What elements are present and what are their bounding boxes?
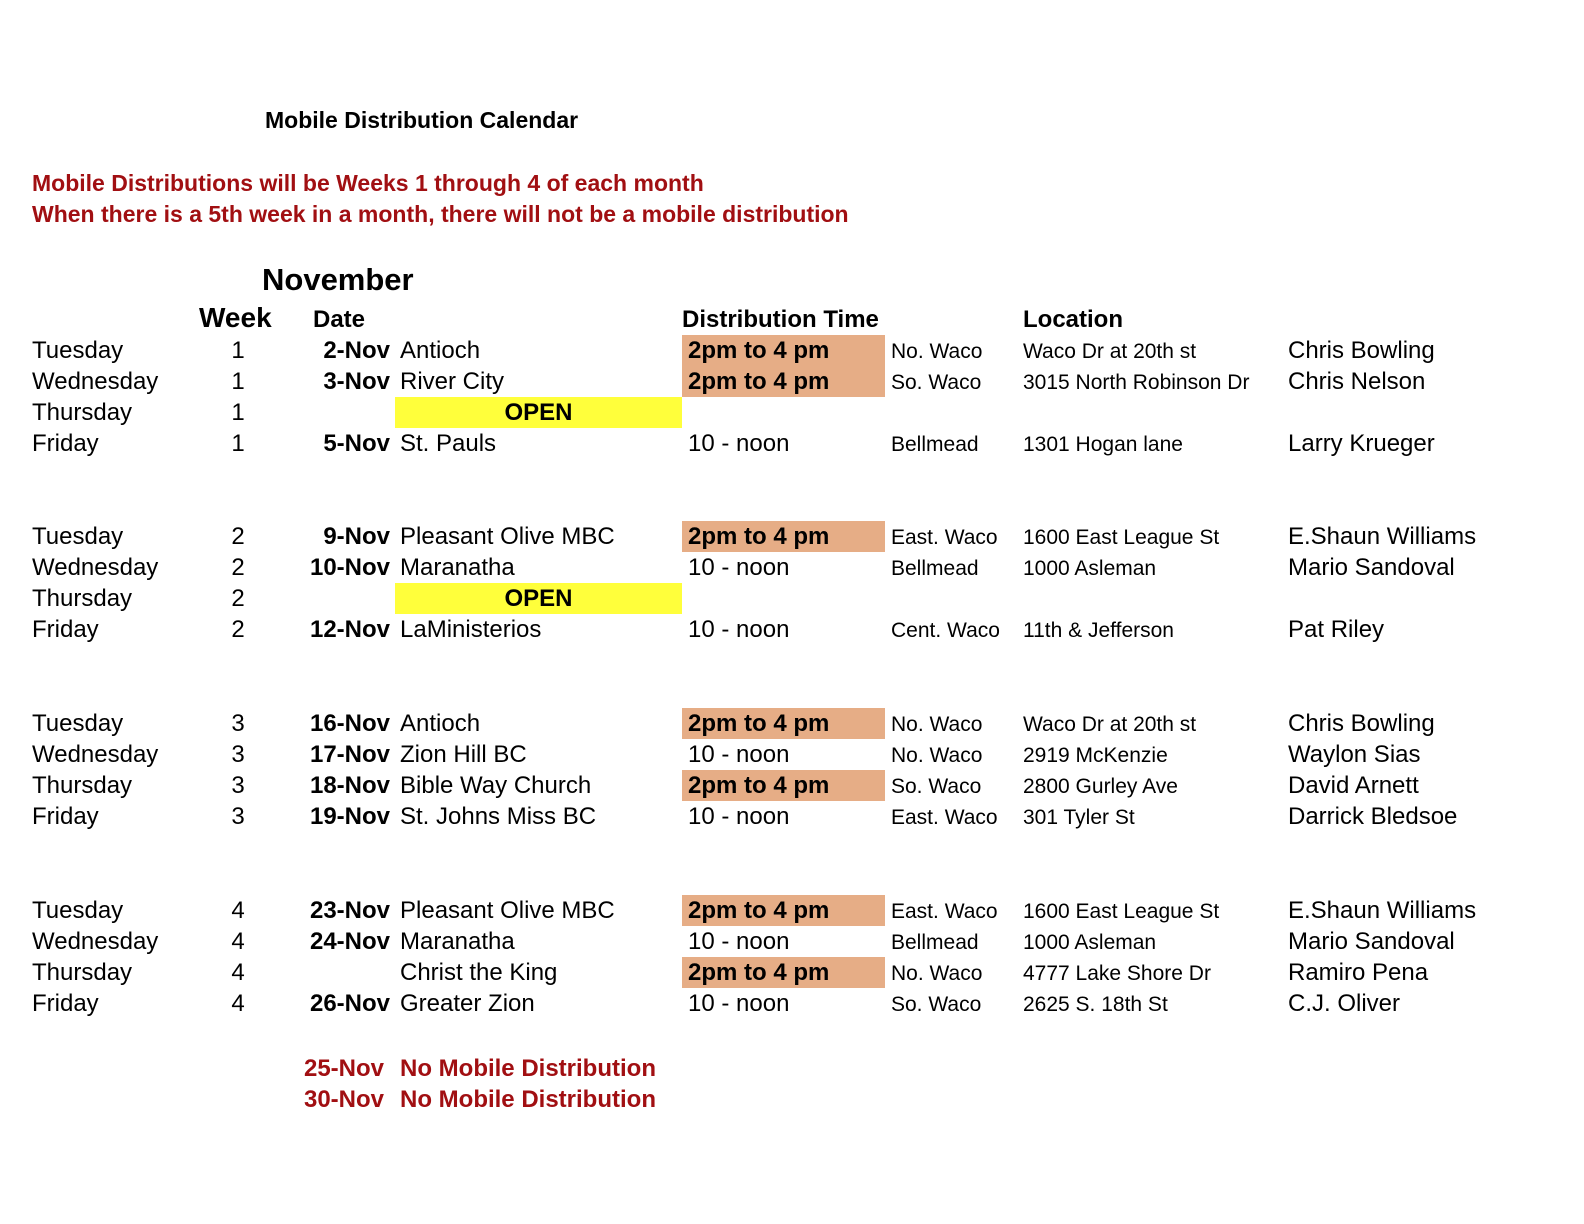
- week-cell: 2: [231, 523, 245, 550]
- header-location: Location: [1023, 306, 1123, 333]
- site-cell: Bible Way Church: [400, 772, 592, 799]
- day-cell: Tuesday: [32, 337, 124, 364]
- site-cell: Pleasant Olive MBC: [400, 897, 615, 924]
- week-cell: 1: [231, 399, 245, 426]
- site-cell: Zion Hill BC: [400, 741, 527, 768]
- address-cell: 1600 East League St: [1023, 526, 1220, 549]
- area-cell: Bellmead: [891, 931, 979, 954]
- time-cell: 2pm to 4 pm: [682, 895, 885, 926]
- table-row: [0, 428, 1584, 459]
- day-cell: Thursday: [32, 399, 133, 426]
- day-cell: Wednesday: [32, 554, 159, 581]
- day-cell: Friday: [32, 990, 99, 1017]
- date-cell: 19-Nov: [309, 803, 390, 830]
- day-cell: Tuesday: [32, 523, 124, 550]
- week-cell: 3: [231, 803, 245, 830]
- site-cell: LaMinisterios: [400, 616, 542, 643]
- day-cell: Thursday: [32, 585, 133, 612]
- table-row: [0, 988, 1584, 1019]
- table-row: [0, 895, 1584, 926]
- address-cell: 2919 McKenzie: [1023, 744, 1168, 767]
- address-cell: Waco Dr at 20th st: [1023, 713, 1197, 736]
- contact-cell: Ramiro Pena: [1288, 959, 1429, 986]
- date-cell: 17-Nov: [309, 741, 390, 768]
- week-cell: 2: [231, 554, 245, 581]
- week-cell: 2: [231, 585, 245, 612]
- notice-weeks: Mobile Distributions will be Weeks 1 through 4 of each month: [32, 170, 704, 196]
- table-row: [0, 335, 1584, 366]
- area-cell: No. Waco: [891, 340, 983, 363]
- week-cell: 4: [231, 897, 245, 924]
- time-cell: 2pm to 4 pm: [682, 957, 885, 988]
- no-distribution-text: No Mobile Distribution: [400, 1086, 656, 1113]
- time-cell: 10 - noon: [688, 990, 790, 1017]
- month-heading: November: [262, 262, 414, 297]
- day-cell: Wednesday: [32, 368, 159, 395]
- site-cell: Christ the King: [400, 959, 558, 986]
- address-cell: 11th & Jefferson: [1023, 619, 1174, 642]
- day-cell: Thursday: [32, 959, 133, 986]
- contact-cell: Mario Sandoval: [1288, 928, 1455, 955]
- date-cell: 9-Nov: [323, 523, 390, 550]
- no-distribution-date: 30-Nov: [303, 1086, 384, 1113]
- week-cell: 1: [231, 430, 245, 457]
- site-cell: Antioch: [400, 710, 481, 737]
- address-cell: 2800 Gurley Ave: [1023, 775, 1178, 798]
- address-cell: 4777 Lake Shore Dr: [1023, 962, 1211, 985]
- address-cell: 2625 S. 18th St: [1023, 993, 1168, 1016]
- table-row: [0, 739, 1584, 770]
- contact-cell: Waylon Sias: [1288, 741, 1421, 768]
- time-cell: 2pm to 4 pm: [682, 366, 885, 397]
- site-cell: River City: [400, 368, 505, 395]
- time-cell: 10 - noon: [688, 803, 790, 830]
- week-cell: 3: [231, 710, 245, 737]
- site-cell: St. Pauls: [400, 430, 497, 457]
- time-cell: 10 - noon: [688, 616, 790, 643]
- area-cell: East. Waco: [891, 900, 998, 923]
- address-cell: 1000 Asleman: [1023, 557, 1157, 580]
- open-slot-badge: OPEN: [395, 397, 682, 428]
- date-cell: 5-Nov: [323, 430, 390, 457]
- time-cell: 2pm to 4 pm: [682, 708, 885, 739]
- address-cell: 3015 North Robinson Dr: [1023, 371, 1250, 394]
- week-cell: 1: [231, 337, 245, 364]
- time-cell: 2pm to 4 pm: [682, 335, 885, 366]
- area-cell: Bellmead: [891, 433, 979, 456]
- contact-cell: Chris Nelson: [1288, 368, 1426, 395]
- page-title: Mobile Distribution Calendar: [265, 107, 579, 133]
- contact-cell: Darrick Bledsoe: [1288, 803, 1458, 830]
- site-cell: Greater Zion: [400, 990, 535, 1017]
- date-cell: 16-Nov: [309, 710, 390, 737]
- no-distribution-row: [0, 1053, 1584, 1084]
- contact-cell: Pat Riley: [1288, 616, 1385, 643]
- no-distribution-row: [0, 1084, 1584, 1115]
- header-week: Week: [199, 302, 272, 333]
- site-cell: Antioch: [400, 337, 481, 364]
- day-cell: Friday: [32, 430, 99, 457]
- area-cell: No. Waco: [891, 744, 983, 767]
- week-cell: 2: [231, 616, 245, 643]
- area-cell: Bellmead: [891, 557, 979, 580]
- table-row: [0, 583, 1584, 614]
- date-cell: 2-Nov: [323, 337, 390, 364]
- time-cell: 10 - noon: [688, 741, 790, 768]
- week-cell: 4: [231, 928, 245, 955]
- contact-cell: Mario Sandoval: [1288, 554, 1455, 581]
- area-cell: So. Waco: [891, 993, 982, 1016]
- header-distribution-time: Distribution Time: [682, 306, 879, 333]
- area-cell: So. Waco: [891, 775, 982, 798]
- contact-cell: Larry Krueger: [1288, 430, 1435, 457]
- site-cell: St. Johns Miss BC: [400, 803, 597, 830]
- time-cell: 2pm to 4 pm: [682, 521, 885, 552]
- day-cell: Tuesday: [32, 897, 124, 924]
- area-cell: East. Waco: [891, 806, 998, 829]
- area-cell: East. Waco: [891, 526, 998, 549]
- table-row: [0, 926, 1584, 957]
- area-cell: So. Waco: [891, 371, 982, 394]
- site-cell: Maranatha: [400, 928, 515, 955]
- area-cell: No. Waco: [891, 962, 983, 985]
- table-row: [0, 957, 1584, 988]
- table-row: [0, 521, 1584, 552]
- day-cell: Wednesday: [32, 741, 159, 768]
- day-cell: Tuesday: [32, 710, 124, 737]
- week-cell: 4: [231, 990, 245, 1017]
- date-cell: 12-Nov: [309, 616, 390, 643]
- week-cell: 1: [231, 368, 245, 395]
- address-cell: 301 Tyler St: [1023, 806, 1135, 829]
- table-row: [0, 770, 1584, 801]
- day-cell: Friday: [32, 803, 99, 830]
- date-cell: 18-Nov: [309, 772, 390, 799]
- address-cell: 1000 Asleman: [1023, 931, 1157, 954]
- time-cell: 2pm to 4 pm: [682, 770, 885, 801]
- date-cell: 26-Nov: [309, 990, 390, 1017]
- address-cell: 1600 East League St: [1023, 900, 1220, 923]
- day-cell: Thursday: [32, 772, 133, 799]
- no-distribution-text: No Mobile Distribution: [400, 1055, 656, 1082]
- table-row: [0, 366, 1584, 397]
- contact-cell: C.J. Oliver: [1288, 990, 1401, 1017]
- address-cell: Waco Dr at 20th st: [1023, 340, 1197, 363]
- table-row: [0, 614, 1584, 645]
- table-row: [0, 801, 1584, 832]
- header-date: Date: [313, 306, 366, 333]
- time-cell: 10 - noon: [688, 430, 790, 457]
- week-cell: 3: [231, 741, 245, 768]
- site-cell: Maranatha: [400, 554, 515, 581]
- week-cell: 4: [231, 959, 245, 986]
- contact-cell: David Arnett: [1288, 772, 1419, 799]
- time-cell: 10 - noon: [688, 928, 790, 955]
- site-cell: Pleasant Olive MBC: [400, 523, 615, 550]
- date-cell: 10-Nov: [309, 554, 390, 581]
- table-row: [0, 397, 1584, 428]
- open-slot-badge: OPEN: [395, 583, 682, 614]
- date-cell: 3-Nov: [323, 368, 390, 395]
- day-cell: Wednesday: [32, 928, 159, 955]
- day-cell: Friday: [32, 616, 99, 643]
- contact-cell: E.Shaun Williams: [1288, 523, 1477, 550]
- date-cell: 24-Nov: [309, 928, 390, 955]
- notice-fifth-week: When there is a 5th week in a month, there will not be a mobile distribution: [32, 201, 849, 227]
- contact-cell: Chris Bowling: [1288, 710, 1435, 737]
- time-cell: 10 - noon: [688, 554, 790, 581]
- table-row: [0, 552, 1584, 583]
- no-distribution-date: 25-Nov: [303, 1055, 384, 1082]
- date-cell: 23-Nov: [309, 897, 390, 924]
- area-cell: No. Waco: [891, 713, 983, 736]
- table-row: [0, 708, 1584, 739]
- week-cell: 3: [231, 772, 245, 799]
- contact-cell: E.Shaun Williams: [1288, 897, 1477, 924]
- area-cell: Cent. Waco: [891, 619, 1000, 642]
- address-cell: 1301 Hogan lane: [1023, 433, 1183, 456]
- contact-cell: Chris Bowling: [1288, 337, 1435, 364]
